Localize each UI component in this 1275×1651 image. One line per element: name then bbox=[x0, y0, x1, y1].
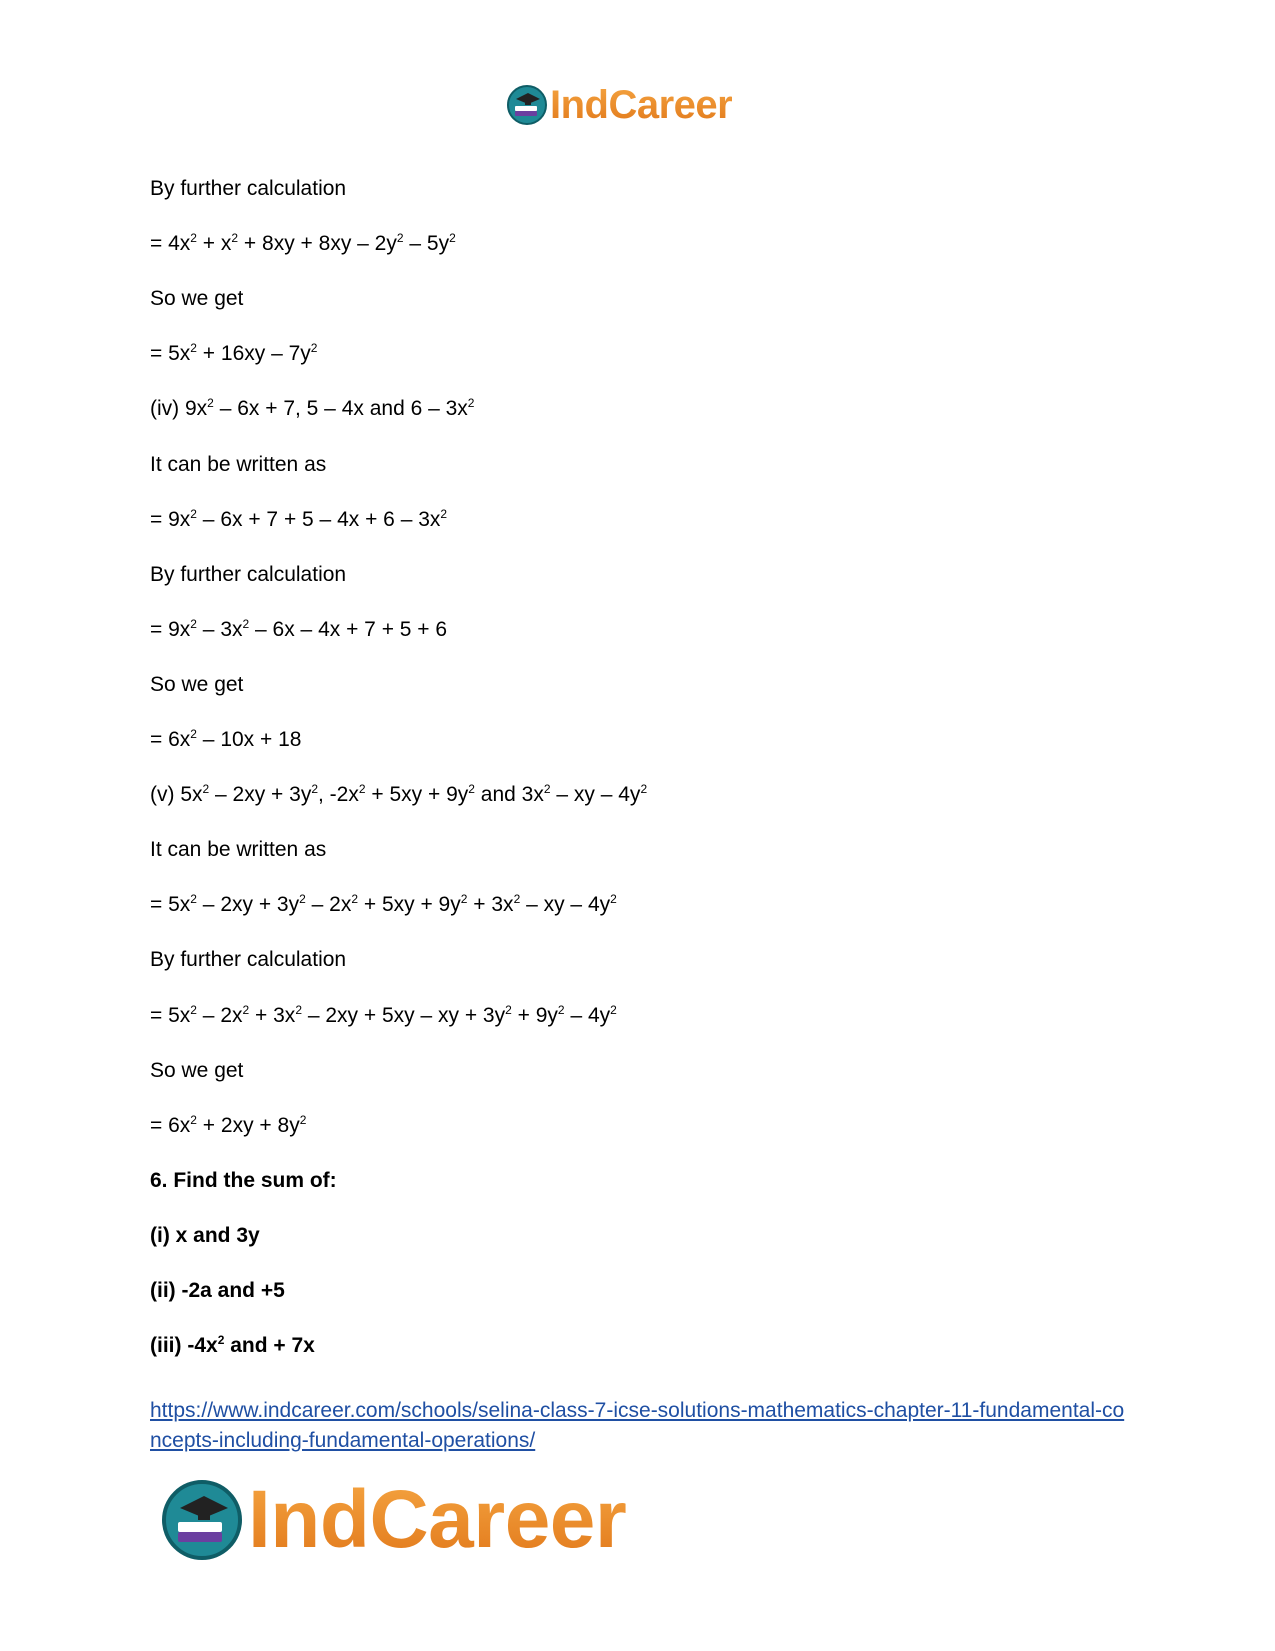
text-fragment: – 6x + 7, 5 – 4x and 6 – 3x bbox=[213, 397, 468, 420]
text-line bbox=[150, 1112, 306, 1140]
superscript: 2 bbox=[295, 1003, 302, 1017]
text-fragment: + 5xy + 9y bbox=[358, 893, 461, 916]
text-fragment: – 2xy + 3y bbox=[196, 893, 300, 916]
superscript: 2 bbox=[190, 231, 197, 245]
graduation-book-icon bbox=[506, 84, 548, 126]
text-fragment: and + 7x bbox=[224, 1334, 315, 1357]
text-fragment: – 6x + 7 + 5 – 4x + 6 – 3x bbox=[196, 508, 441, 531]
text-fragment: , -2x bbox=[318, 783, 359, 806]
text-line: (i) x and 3y bbox=[150, 1224, 260, 1247]
text-fragment: = 9x bbox=[150, 618, 191, 641]
superscript: 2 bbox=[543, 782, 551, 796]
superscript: 2 bbox=[190, 892, 197, 906]
superscript: 2 bbox=[505, 1003, 512, 1017]
superscript: 2 bbox=[351, 892, 359, 906]
text-fragment: – 5y bbox=[403, 232, 450, 255]
superscript: 2 bbox=[311, 782, 319, 796]
text-line: (ii) -2a and +5 bbox=[150, 1279, 285, 1302]
text-line bbox=[150, 1002, 617, 1030]
text-line: By further calculation bbox=[150, 177, 347, 200]
text-line: By further calculation bbox=[150, 563, 347, 586]
text-line bbox=[150, 340, 317, 368]
superscript: 2 bbox=[557, 1003, 565, 1017]
superscript: 2 bbox=[202, 782, 210, 796]
text-fragment: – 2xy + 3y bbox=[209, 783, 312, 806]
superscript: 2 bbox=[468, 782, 475, 796]
text-line: It can be written as bbox=[150, 838, 327, 861]
superscript: 2 bbox=[449, 231, 456, 245]
text-fragment: + 9y bbox=[511, 1004, 558, 1027]
text-fragment: (iv) 9x bbox=[150, 397, 208, 420]
footer-logo bbox=[160, 1470, 626, 1570]
superscript: 2 bbox=[190, 507, 197, 521]
text-fragment: – 3x bbox=[196, 618, 243, 641]
text-fragment: – 10x + 18 bbox=[196, 728, 302, 751]
text-line bbox=[150, 230, 456, 258]
text-fragment: + 8xy + 8xy – 2y bbox=[238, 232, 397, 255]
superscript: 2 bbox=[610, 892, 617, 906]
superscript: 2 bbox=[190, 1003, 197, 1017]
superscript: 2 bbox=[358, 782, 366, 796]
superscript: 2 bbox=[242, 1003, 250, 1017]
superscript: 2 bbox=[207, 396, 214, 410]
text-fragment: – 2x bbox=[305, 893, 352, 916]
superscript: 2 bbox=[640, 782, 648, 796]
text-fragment: – xy – 4y bbox=[520, 893, 611, 916]
text-line: 6. Find the sum of: bbox=[150, 1169, 337, 1192]
superscript: 2 bbox=[190, 341, 197, 355]
superscript: 2 bbox=[610, 1003, 617, 1017]
text-line: By further calculation bbox=[150, 948, 347, 971]
superscript: 2 bbox=[467, 396, 475, 410]
text-line: It can be written as bbox=[150, 453, 327, 476]
superscript: 2 bbox=[190, 727, 197, 741]
graduation-book-icon bbox=[160, 1478, 244, 1562]
superscript: 2 bbox=[440, 507, 448, 521]
superscript: 2 bbox=[513, 892, 521, 906]
text-fragment: = 4x bbox=[150, 232, 191, 255]
superscript: 2 bbox=[396, 231, 404, 245]
header-logo bbox=[506, 80, 732, 130]
text-line: So we get bbox=[150, 1059, 244, 1082]
text-fragment: (iii) -4x bbox=[150, 1334, 218, 1357]
footer-logo-text: IndCareer bbox=[248, 1474, 627, 1565]
text-fragment: = 5x bbox=[150, 342, 191, 365]
text-line bbox=[150, 891, 617, 919]
text-line bbox=[150, 726, 301, 754]
superscript: 2 bbox=[217, 1333, 225, 1347]
text-fragment: = 6x bbox=[150, 1114, 191, 1137]
text-fragment: – xy – 4y bbox=[550, 783, 641, 806]
header-logo-text: IndCareer bbox=[550, 83, 733, 127]
text-fragment: + 2xy + 8y bbox=[196, 1114, 300, 1137]
text-line: So we get bbox=[150, 287, 244, 310]
text-fragment: = 9x bbox=[150, 508, 191, 531]
superscript: 2 bbox=[190, 617, 197, 631]
text-fragment: (v) 5x bbox=[150, 783, 203, 806]
superscript: 2 bbox=[460, 892, 468, 906]
text-fragment: = 5x bbox=[150, 893, 191, 916]
text-fragment: + 3x bbox=[249, 1004, 296, 1027]
superscript: 2 bbox=[231, 231, 239, 245]
superscript: 2 bbox=[190, 1113, 197, 1127]
text-line bbox=[150, 781, 647, 809]
text-line bbox=[150, 616, 447, 644]
text-fragment: + 3x bbox=[467, 893, 514, 916]
text-fragment: – 2xy + 5xy – xy + 3y bbox=[302, 1004, 506, 1027]
text-fragment: = 5x bbox=[150, 1004, 191, 1027]
text-fragment: + 16xy – 7y bbox=[196, 342, 311, 365]
superscript: 2 bbox=[299, 1113, 307, 1127]
superscript: 2 bbox=[310, 341, 318, 355]
text-fragment: + x bbox=[196, 232, 232, 255]
superscript: 2 bbox=[299, 892, 306, 906]
text-fragment: = 6x bbox=[150, 728, 191, 751]
text-line bbox=[150, 1332, 315, 1360]
text-line: So we get bbox=[150, 673, 244, 696]
text-fragment: and 3x bbox=[474, 783, 544, 806]
text-line bbox=[150, 395, 474, 423]
text-fragment: – 6x – 4x + 7 + 5 + 6 bbox=[249, 618, 448, 641]
text-line bbox=[150, 506, 447, 534]
text-fragment: + 5xy + 9y bbox=[365, 783, 469, 806]
superscript: 2 bbox=[242, 617, 250, 631]
text-fragment: – 2x bbox=[196, 1004, 243, 1027]
text-fragment: – 4y bbox=[564, 1004, 611, 1027]
source-link[interactable]: https://www.indcareer.com/schools/selina-class-7-icse-solutions-mathematics-chapter-11-fundamental-concepts-including-fundamental-operations/ bbox=[150, 1399, 1125, 1452]
